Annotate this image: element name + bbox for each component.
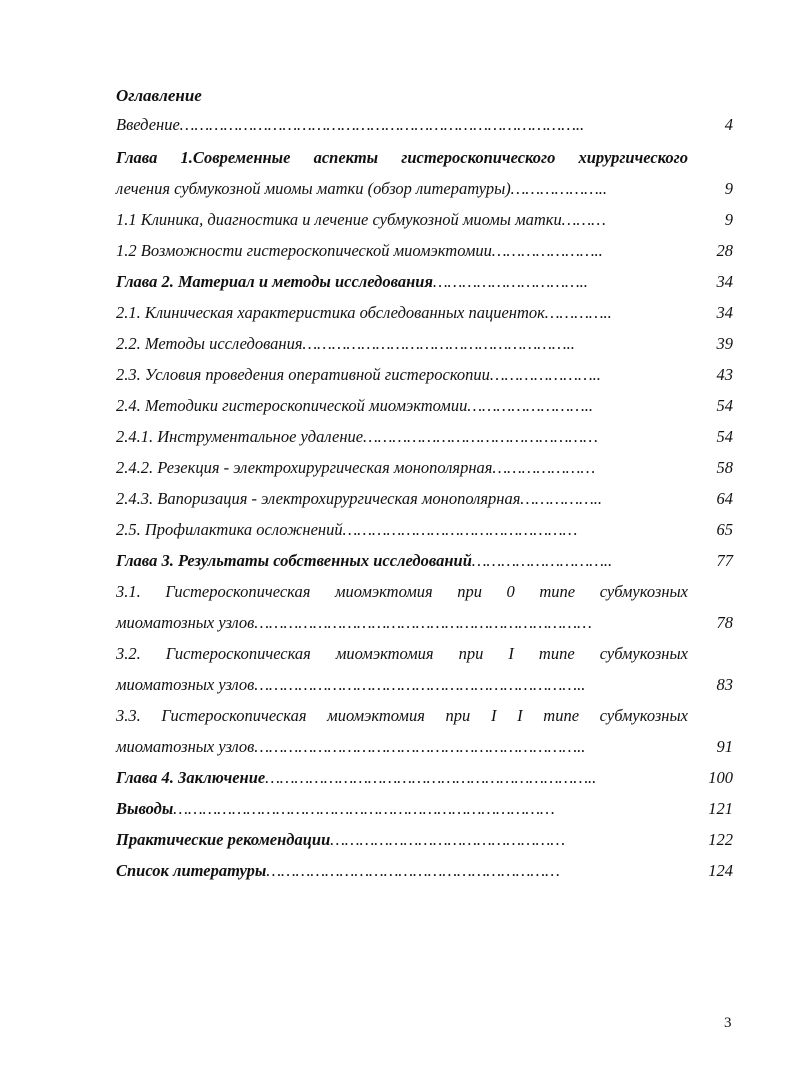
toc-entry-page: 39 xyxy=(716,334,733,353)
toc-entry-leader: ………………… xyxy=(492,458,596,477)
toc-entry-leader: ……… xyxy=(561,210,606,229)
toc-entry-leader: …………………………………………………… xyxy=(266,861,560,880)
toc-entry-text: 2.1. Клиническая характеристика обследованных пациенток xyxy=(116,303,545,322)
toc-entry-page: 9 xyxy=(724,179,733,198)
toc-entry-page: 58 xyxy=(716,458,733,477)
toc-entry xyxy=(116,270,733,294)
toc-entry xyxy=(116,642,733,666)
toc-entry-leader: …………………………………………………………… xyxy=(254,613,592,632)
toc-entry-text: 2.2. Методы исследования xyxy=(116,334,303,353)
toc-entry xyxy=(116,735,733,759)
toc-entry-text: миоматозных узлов xyxy=(116,613,255,632)
toc-entry-text: Глава 2. Материал и методы исследования xyxy=(116,272,433,291)
toc-entry-page: 65 xyxy=(716,520,733,539)
toc-entry-page: 43 xyxy=(716,365,733,384)
toc-entry-leader: …………….. xyxy=(520,489,602,508)
toc-entry-page: 124 xyxy=(708,861,733,880)
toc-entry xyxy=(116,425,733,449)
toc-entry-text: Введение xyxy=(116,115,180,134)
toc-entry-text: 1.2 Возможности гистероскопической миомэктомии xyxy=(116,241,492,260)
toc-entry-leader: ………………….. xyxy=(491,241,603,260)
toc-entry xyxy=(116,394,733,418)
toc-entry-leader: ……………….. xyxy=(510,179,608,198)
toc-entry-text: Глава 1.Современные аспекты гистероскопического хирургического xyxy=(116,148,688,167)
toc-entry xyxy=(116,301,733,325)
toc-entry-page: 34 xyxy=(716,303,733,322)
toc-entry xyxy=(116,518,733,542)
toc-entry-page: 54 xyxy=(716,396,733,415)
toc-entry-page: 34 xyxy=(716,272,733,291)
toc-entry-text: лечения субмукозной миомы матки (обзор литературы) xyxy=(116,179,511,198)
toc-entry-leader: ……………………………………………………………………….. xyxy=(179,115,585,134)
toc-entry-text: миоматозных узлов xyxy=(116,675,255,694)
toc-entry-page: 64 xyxy=(716,489,733,508)
toc-entry-page: 121 xyxy=(708,799,733,818)
toc-entry-page: 9 xyxy=(724,210,733,229)
toc-entry-text: миоматозных узлов xyxy=(116,737,255,756)
toc-entry xyxy=(116,146,733,170)
toc-entry-page: 54 xyxy=(716,427,733,446)
toc-entry xyxy=(116,177,733,201)
toc-entry-leader: ……………………….. xyxy=(471,551,613,570)
toc-entry-page: 4 xyxy=(724,115,733,134)
toc-entry xyxy=(116,580,733,604)
toc-entry xyxy=(116,797,733,821)
toc-entry xyxy=(116,456,733,480)
toc-entry xyxy=(116,487,733,511)
toc-entry-text: Глава 4. Заключение xyxy=(116,768,266,787)
toc-entry xyxy=(116,766,733,790)
toc-entry-page: 28 xyxy=(716,241,733,260)
toc-entry xyxy=(116,363,733,387)
toc-entry-text: Выводы xyxy=(116,799,174,818)
toc-entry-page: 78 xyxy=(716,613,733,632)
toc-entry-leader: …………………………………………………………………… xyxy=(173,799,555,818)
toc-entry-text: 3.3. Гистероскопическая миомэктомия при I I типе субмукозных xyxy=(116,706,688,725)
toc-entry-page: 100 xyxy=(708,768,733,787)
toc-entry-leader: ………………………………………… xyxy=(342,520,578,539)
toc-entry-leader: ………………….. xyxy=(489,365,601,384)
toc-entry-text: 1.1 Клиника, диагностика и лечение субмукозной миомы матки xyxy=(116,210,562,229)
toc-entry xyxy=(116,239,733,263)
toc-entry-text: 3.2. Гистероскопическая миомэктомия при I типе субмукозных xyxy=(116,644,688,663)
toc-entry-text: Практические рекомендации xyxy=(116,830,331,849)
toc-title: Оглавление xyxy=(116,86,202,105)
toc-entry-text: Список литературы xyxy=(116,861,267,880)
toc-entry-page: 122 xyxy=(708,830,733,849)
toc-entry-leader: …………………….. xyxy=(467,396,593,415)
toc-entry-leader: ………………………………………………………….. xyxy=(254,675,586,694)
toc-entry-text: 2.4.3. Вапоризация - электрохирургическая монополярная xyxy=(116,489,521,508)
toc-entry-text: 2.4. Методики гистероскопической миомэктомии xyxy=(116,396,468,415)
toc-entry-leader: ………………………………………… xyxy=(330,830,566,849)
toc-entry xyxy=(116,549,733,573)
page-number: 3 xyxy=(724,1015,732,1031)
toc-entry-leader: ………………………………………………………….. xyxy=(265,768,597,787)
toc-entry-page: 77 xyxy=(716,551,733,570)
toc-entry-text: 2.5. Профилактика осложнений xyxy=(116,520,343,539)
toc-entry-leader: ………………………….. xyxy=(432,272,588,291)
toc-entry xyxy=(116,113,733,137)
toc-entry-leader: ………………………………………………………….. xyxy=(254,737,586,756)
toc-entry-page: 91 xyxy=(716,737,733,756)
toc-entry xyxy=(116,828,733,852)
toc-entry-text: 2.4.1. Инструментальное удаление xyxy=(116,427,364,446)
toc-entry-text: 3.1. Гистероскопическая миомэктомия при 0 типе субмукозных xyxy=(116,582,688,601)
toc-entry-leader: ………….. xyxy=(544,303,612,322)
toc-entry xyxy=(116,673,733,697)
toc-entry xyxy=(116,611,733,635)
toc-entry xyxy=(116,704,733,728)
toc-entry-text: Глава 3. Результаты собственных исследований xyxy=(116,551,472,570)
toc-entry-leader: ………………………………………… xyxy=(363,427,598,446)
toc-entry-text: 2.3. Условия проведения оперативной гистероскопии xyxy=(116,365,490,384)
toc-entry xyxy=(116,208,733,232)
toc-entry xyxy=(116,332,733,356)
toc-entry-page: 83 xyxy=(716,675,733,694)
toc-entry-leader: ……………………………………………….. xyxy=(302,334,575,353)
toc-entry xyxy=(116,859,733,883)
toc-entry-text: 2.4.2. Резекция - электрохирургическая монополярная xyxy=(116,458,493,477)
